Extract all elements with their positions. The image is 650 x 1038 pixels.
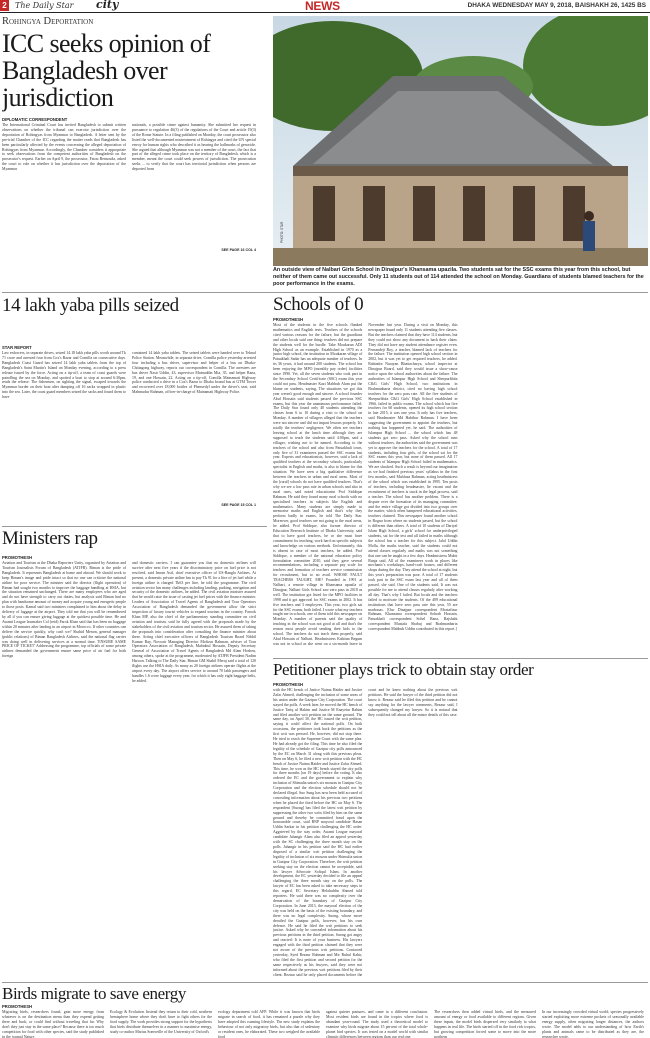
ministers-column-1: Aviation and Tourism at the Dhaka Reporters Unity, organised by Aviation and Tourism Journalists Forum of Bangladesh (ATJFB). Biman is the pride of Bangladesh. It represents Bangladesh at home and abroad. We should work to keep Biman's image and pride intact so that no one can criticise the national airline for poor service. The minister said the director (flight operation) of Biman had sought two months to improve the baggage handling at HSIA, but the situation remained unchanged. There are many employees who are aged and do not have strength to carry out duties, but analysts said Biman had no plan with handsome amount of money and acquire young and energetic people to those posts. Kamal said two ministers complained to him about the delay in delivery of luggage at the airport. They told me that you will be remembered by all if you can ensure giving luggage at the quickest possible time. He and Awami League lawmaker Col (retd) Farok Khan said that has been no baggage within 20 minutes after landing in an airport in Morocco. If other countries can deliver the service quickly, why can't we? Shahid Menon, general manager (public relations) of Biman Bangladesh Airlines, said the national flag carrier was doing well in delivering services at a normal time. 'ENSURE SAME PRICE OF TICKET' Addressing the programme, top officials of some private airlines demanded the government ensure same price of air fuel for both foreign xyxy=(2,561,126,659)
birds-column-6: In our increasingly crowded virtual world, species progressively started exploiting more extreme pockets of seasonally available energy supply, often migrating longer distances, the authors wrote. The model adds to our understanding of how Earth's plants and animals came to be distributed as they are, the researcher wrote. xyxy=(542,1010,644,1038)
birds-column-2: Ecology & Evolution. Instead they return to their cold, northern hemisphere home where they don't have to fight others for the food supply. The work provides strong support for the hypothesis that birds distribute themselves in a manner to maximise energy, study co-author Marius Somveille of the University of Oxford's xyxy=(110,1010,212,1034)
divider-2 xyxy=(2,526,267,527)
paper-name: The Daily Star xyxy=(15,1,74,10)
birds-byline: PROMOTHESH xyxy=(2,1004,33,1009)
schools-headline: Schools of 0 xyxy=(273,294,364,315)
schools-byline: PROMOTHESH xyxy=(273,317,304,322)
birds-headline: Birds migrate to save energy xyxy=(2,984,186,1003)
story-byline: DIPLOMATIC CORRESPONDENT xyxy=(2,117,68,122)
dateline: DHAKA WEDNESDAY MAY 9, 2018, BAISHAKH 26, 1425 BS xyxy=(467,2,646,9)
birds-column-4: against quieter pastures, and came to a different conclusion. Most resident birds are found in the tropics where food is abundant year-round. The study used a theoretical model to examine why birds migrate about 15 percent of the total whole-planet bird species. It was tested on a model world with similar climatic differences between regions than our real one. xyxy=(326,1010,428,1038)
yaba-byline: STAR REPORT xyxy=(2,345,32,350)
photo-credit: PHOTO: STAR xyxy=(280,221,284,243)
news-label: NEWS xyxy=(305,0,340,13)
school-building-image xyxy=(273,16,648,266)
birds-story xyxy=(2,984,648,1038)
divider-3 xyxy=(273,658,648,659)
ministers-byline: PROMOTHESH xyxy=(2,555,33,560)
page-number: 2 xyxy=(0,0,9,11)
schools-story xyxy=(273,293,648,658)
rohingya-story xyxy=(2,16,267,262)
petitioner-headline: Petitioner plays trick to obtain stay order xyxy=(273,660,534,679)
divider-4 xyxy=(2,982,648,983)
yaba-column-2: contained 14 lakh yaba tablets. The seized tablets were handed over to Teknaf Police Station. Meanwhile, in separate drive, Comilla police yesterday arrested four including a bus driver, supervisor and helper of a bus on Dhaka-Chittagong highway, reports our correspondent in Comilla. The arrestees are bus driver Nasir Uddin, 43, supervisor Mainuddin Mia, 35, and helper Rana, 19, and one Hossain, 22. Acting on a tip-off, Comilla Mainamati Highway police conducted a drive in a Cox's Bazar to Dhaka bound bus at GTM Tower and recovered over 18,000 bottles of Phensedyl under the driver's seat, said Mahmudur Rahman, officer-in-charge of Mainamati Highway Police. xyxy=(132,351,256,395)
story-continued: SEE PAGE 16 COL 4 xyxy=(221,248,256,252)
ministers-story xyxy=(2,528,267,980)
birds-column-5: The researchers then added virtual birds, and the measured amount of energy or food available to different regions. Given these inputs, the model birds dispersed very similarly to what happens in real life. The birds started off in the food rich tropics, but growing competition forced some to move into the more northern xyxy=(434,1010,536,1038)
petitioner-body: with the HC bench of Justice Naima Haider and Justice Zafar Ahmed, challenging the inclusion of some areas of his union under the Gazipur City Corporation. The court stayed the polls. A week later, he moved the HC bench of Justice Tariq ul Hakim and Justice M Enayetur Rahim and filed another writ petition on the same ground. The same day, on April 30, the HC issued the writ petition, saying it could affect the national polls. On both occasions, the petitioner took back the petitions as the first writ was pressed. He, however, did not stop there. He tried to reach the Supreme Court with the same plea. He had already got the filing. This time he also filed the legality of the schedule of Gazipur city polls announced by the EC on March 31 along with this previous pleas. Then on May 6, he filed a new writ petition with the HC bench of Justice Naima Haider and Justice Zafar Ahmed. This time, he won as the HC bench stayed the city polls for three months [on 19 days] before the voting. It also ordered the EC and the government to explain why inclusion of Shimulia union's six mouzas in Gazipur City Corporation and the election schedule should not be declared illegal. Suo Sung has now been held accused of concealing information about his previous two petitions when he placed the third before the HC on May 6. The respondent [Suong] has filed the latest writ petition by suppressing the other two writs filed by him on the same ground and thereby he committed fraud upon the honourable court, said BNP mayoral candidate Hasan Uddin Sarkar in his petition challenging the HC order. Aggrieved by the stay order, Awami League mayoral candidate Jahangir Alam also filed an appeal yesterday with the SC challenging the three month stay on the polls. Jahangir in his petition said the HC had earlier disposed of a similar writ petition challenging the legality of inclusion of six mouzas under Shimulia union in Gazipur City Corporation. Therefore, the writ petition seeking stay on the election cannot be acceptable, said his lawyer Advocate Sofiqul Islam. In another development, the EC yesterday decided to file an appeal challenging the three month stay on the polls. The lawyer of EC has been asked to take necessary steps in this regard, EC Secretary Helaluddin Ahmed told reporters. He said there was no complexity over the demarcation of the boundary of Gazipur City Corporation. In June 2013, the mayoral election of the city was held on the basis of the existing boundary, and there was no legal complexity. Suong, whose move derailed the Gazipur polls, however, has his own defence. He said he filed the writ petitions to seek justice. Asked why he concealed information about his previous petitions in the third petition, Suong got angry and reacted: It is none of your business. His lawyers engaged with the third petition claimed that they were not aware of the previous writ petitions. Contacted yesterday, Syed Rezaur Rahman and Mir Ruhul Kabir, who filed the first petition and second petition for the same respectively as his lawyers, said they were not informed about the previous writ petitions filed by their client. Rezaur said he only placed documents before the court and he knew nothing about the previous writ petitions. He said the lawyer of the third petition did not know it. Rezaur said he filed this petition and he cannot say anything for the lawyer comments, Rezaur said, I subsequently changed my lawyer. So it is natural that they could not tell about all the minor details of this case. xyxy=(273,688,458,977)
yaba-story xyxy=(2,293,267,525)
schools-body: Most of the students in the five schools flunked mathematics and English tests. Teachers of the schools cited various reasons for the failure, but the guardians and other locals said one thing: teachers did not prepare the students well for the hurdle. Take Moukaran ADJ High School as an example. Established in 1970 as a junior high school, the institution in Moukaran village of Patuakhali Sadar has an adequate number of teachers. In its 36 years, it had around 200 students. The school has been enjoying the MPO (monthly pay order) facilities since 1990. Yet, all the seven students who took part in the Secondary School Certificate (SSC) exam this year could not pass. Headmaster Kazi Mahbub Alam put the blame on students, saying, The situations we got this year weren't good enough and sincere. A school founder Abul Hossain said students passed the previous SSC exams, but this year the unanimous performance failed. The Daily Star found only 40 students attending the classes from 6 to 10 during a visit to the school on Monday. A number of villagers alleged that the teachers were not sincere and did not impart lessons properly. It's totally the teachers' negligence. We often see teachers leaving school at the lunch time although they are supposed to teach the students until 4:00pm, said a villager, wishing not to be named. According to the teachers of the school and also from Patuakhali town, only five of 31 examinees passed the SSC exams last year. Experts and educationists, however, said a lack of qualified teachers at the secondary schools, particularly specialist in English and maths, is also to blame for this situation. We have seen a big qualitative difference between the teachers in urban and rural areas. Most of the [rural] schools do not have qualified teachers. That's why we see a low pass rate in urban schools and also in rural ones, said noted educationist Prof Siddique Rahman. He said they found many rural schools with no specialised teachers in subjects like English and mathematics. Many students are simply made to memorise maths and English and that's why they perform badly in exams, he told The Daily Star. Moreover, good teachers are not going to the rural areas, he added. Prof Siddique, also former director of Education Research Institute of Dhaka University, said that to have good teachers, he or she must have commitment for teaching, work hard on specific subjects and knowledge on various methods. Unfortunately, this is absent in case of most teachers, he added. Prof Siddique, a member of the national education policy formulation committee 2010, said they gave several recommendations, including a separate pay scale for teachers and formation of teachers service commission for recruitment, but to no avail. WHOSE FAULT TEACHERS TAUGHT, ME? Founded in 1991 at Nalbari, a remote village in Khansama upazila of Dinajpur, Nalbari Girls School saw zero pass in 2018 as well. The institution got listed for the MPO facilities in 1998 and it got approval for SSC exams in 2002. It has five teachers and 3 employees. This year, two girls sat for the SSC exams, both failed. I wrote what my teachers taught me in schools, one of them told this newspaper on Monday. A number of parents said the quality of teaching in the school was not good at all and that's the reason most people avoid sending their kids to the school. The teachers do not teach them properly, said Abul Hossain of Nalbari. Headmistress Kabitun Begum was not in school as she went on a six-month leave in November last year. During a visit on Monday, this newspaper found only 11 students attending five classes. But the teachers claimed that they have 114 students, but they could not show any document to back their claim. They did not have any student attendance register even. Fernandeji Roy, a teacher, blamed lack of teachers for the failure. The institution opened high school section in 2002, but it was yet to get required teachers, he added. Rabindra Narayan Bhattacharya, school inspector at Dinajpur Board, said they would issue a show-cause notice upon the school authorities about the failure. The authorities of Islampur High School and Sherpurbhita C&G Girls' High School, two institutions in Brahmanbaria district, cited no having high school teachers for the zero pass rate. All the five students of Sherpurbhita C&G Girls' High School established in 1966, failed in public exams. The school which has five teachers for 60 students, opened its high school section in late 2015, it was one year. It only has five teachers, said Headmaster Md Habibur Rahman. I have been suggesting the government to appoint the teachers, but nothing has happened yet, he said. The authorities of Islampur High School ... the school which has 48 students got zero pass. Asked why the school runs without teachers, the authorities said the government was yet to approve the teachers for the school. A total of 17 students, including four girls, of the school sat for the SSC exams this year, but none of them passed. All 17 students of Islampur High School failed in mathematics. We are shocked. Such a result is beyond our imagination as we had finished previous years' syllabus in the first few months, said Mahfuza Rahman, acting headmistress of the school which was established in 1995. Ten posts of teachers, including headmaster, lie vacant and the recruitment of teachers is stuck in the legal process, said a teacher. The school has another problem. There is a dispute over the formation of its managing committee, and the entire village got divided into two groups over the matter, which often hampered educational activities, teachers claimed. This newspaper found another school in Rogna from where no students passed, but the school is different than others. A total of 10 students of Dariyal Islam High School, a girls' school for underprivileged students, sat for the test and all failed in maths although the school has a teacher for this subject. Jalal Uddin Molla, the maths teacher, said the students could not attend classes regularly and maths was not something that one can be taught in a few days. Headmistress Muhit Ranja said, All of the examinees work in places like mechanic's workshops, hand-craft houses, and different shops during the day. They attend the school at night, but this year's preparation was poor. A total of 17 students took part in the SSC exam last year and all of them passed, she said. One of the students said, It was not possible for me to attend classes regularly after working all day. That's why I failed. But locals and the teachers failed to motivate the students. Of the 409 educational institutions that have zero pass rate this year, 55 are madrasas. [Our Dinajpur correspondent Mostafizur Rahman, Khansama correspondent Sohrab Hossain, Patuakhali correspondent Sohel Rana, Rajshahi correspondent Mustafa Shabuj and Brahmanbaria correspondent Mahbub Uddin contributed in this report.] xyxy=(273,323,458,646)
birds-column-3: ecology department told AFP. While it was known that birds migrate in search of food, it has remained a puzzle why they have adopted this roaming lifestyle. The new study explains the behaviour of not only migratory birds, but also that of sedentary or resident ones, he elaborated. These two weighed the available food xyxy=(218,1010,320,1038)
story-headline: ICC seeks opinion of Bangladesh over jurisdiction xyxy=(2,29,211,112)
city-logo: city xyxy=(96,0,119,11)
ministers-headline: Ministers rap xyxy=(2,528,98,549)
story-column-2: nationals, a possible crime against humanity. She submitted her request in pursuance to regulation 46(3) of the regulations of the Court and article 19(3) of the Rome Statute. In a filing published on Monday, the court prosecutor also listed the well-documented mistreatment of Rohingya and cited the UN special envoy for human rights who described it as bearing the hallmarks of genocide. She argued that although Myanmar was not a member of the court, the fact that part of the alleged crime took place on the territory of Bangladesh, which is a member, meant the court could seek powers of jurisdiction. The prosecution seeks ... to verify that the court has territorial jurisdiction when persons are deported from xyxy=(132,123,256,172)
petitioner-story xyxy=(273,660,648,980)
yaba-column-1: Law enforcers, in separate drives, seized 14.18 lakh yaba pills worth around Tk 71 crore and arrested four from Cox's Bazar and Comilla on consecutive days. Bangladesh Coast Guard has seized 14 lakh yaba tablets from the top of Bangladesh's Saint Martin's Island on Monday evening, according to a press release issued by the force. Acting on a tip-off, a team of coast guards were patrolling the sea on Monday, and spotted a boat to stop at around 6:30pm, reads the release. The fishermen, on sighting the signal, escaped towards the Myanmar border on their boat after dumping off 16 sacks wrapped in plastic into the sea. Later, the coast guard members seized the sacks and found them to have xyxy=(2,351,126,400)
yaba-headline: 14 lakh yaba pills seized xyxy=(2,295,179,316)
ministers-column-2: and domestic carriers. I can guarantee you that no domestic airlines will survive after next five years if the discriminatory price on fuel price is not resolved, said Imran Asif, chief executive officer of US-Bangla Airlines. At present, a domestic private airline has to pay Tk 91 for a litre of jet fuel while a foreign airline is charged Tk63 per litre, he told the programme. The civil aviation sector has many challenges including landing, parking, navigation and security of the domestic airlines, he added. The civil aviation minister assured that he would raise the issue of casting jet fuel prices with the finance minister. Leaders of Association of Travel Agents of Bangladesh and Tour Operators Association of Bangladesh demanded the government allow the strict inspection of luxury tourist vehicles to expand tourism in the country. Farook Khan MP, also the chief of the parliamentary standing committee on civil aviation and tourism, said he fully agreed with the proposals made by the stakeholders of the civil aviation and tourism sector. He assured them of taking the proposals into consideration after consulting the finance minister about these. Acting chief executive officers of Bangladesh Tourism Board Nibbil Kumar Ray, Novoair Managing Director Mofizur Rahman, adviser of Tour Operators Association of Bangladesh, Mahtabul Hossain, Deputy Secretary General of Association of Travel Agents of Bangladesh Md Alam Hoshen, among others, spoke at the programme, moderated by ATJFB President Nadim Haroon. Talking to The Daily Star, Biman GM Shakil Meraj said a total of 120 flights use the HSIA daily. As many as 20 foreign airlines operate flights at the airport every day. The airport offers service to around 70 lakh passengers and handles 1.6 crore luggage every year, for which it has only eight baggage belts, he added. xyxy=(132,561,256,683)
photo-caption: An outside view of Nalbari Girls School in Dinajpur's Khansama upazila. Two students sat for the SSC exams this year from this school, but neither of them came out successful. Only 11 students out of 114 attended the school on Monday. Guardians of students blamed teachers for the poor performance in the exams. xyxy=(273,267,644,288)
birds-column-1: Migrating birds, researchers found, gain more energy from whatever is on the destination menu than they expend getting there and back, or could find without traveling that far. Why don't they just stay in the same place? Because there is too much competition for food with other species, said the study published in the journal Nature xyxy=(2,1010,104,1038)
yaba-continued: SEE PAGE 15 COL 1 xyxy=(221,503,256,507)
petitioner-byline: PROMOTHESH xyxy=(273,682,304,687)
school-photo xyxy=(273,16,648,266)
masthead xyxy=(0,0,650,13)
story-column-1: The International Criminal Court has invited Bangladesh to submit written observations on whether the tribunal can exercise jurisdiction over the deportation of Rohingyas from Myanmar to Bangladesh. A letter sent by the pre-trial Chamber of the ICC regarding the matter reads that Bangladesh has been particularly affected by the events concerning the alleged deportation of Rohingyas from Myanmar. Accordingly, the Chamber considers it appropriate to seek observations from the competent authorities of Bangladesh on the prosecutor's request. Earlier on April 9, the prosecutor, Fatou Bensouda, asked the court to rule on whether it has jurisdiction over the deportation of the Myanmar xyxy=(2,123,126,172)
story-kicker: Rohingya Deportation xyxy=(2,16,94,27)
